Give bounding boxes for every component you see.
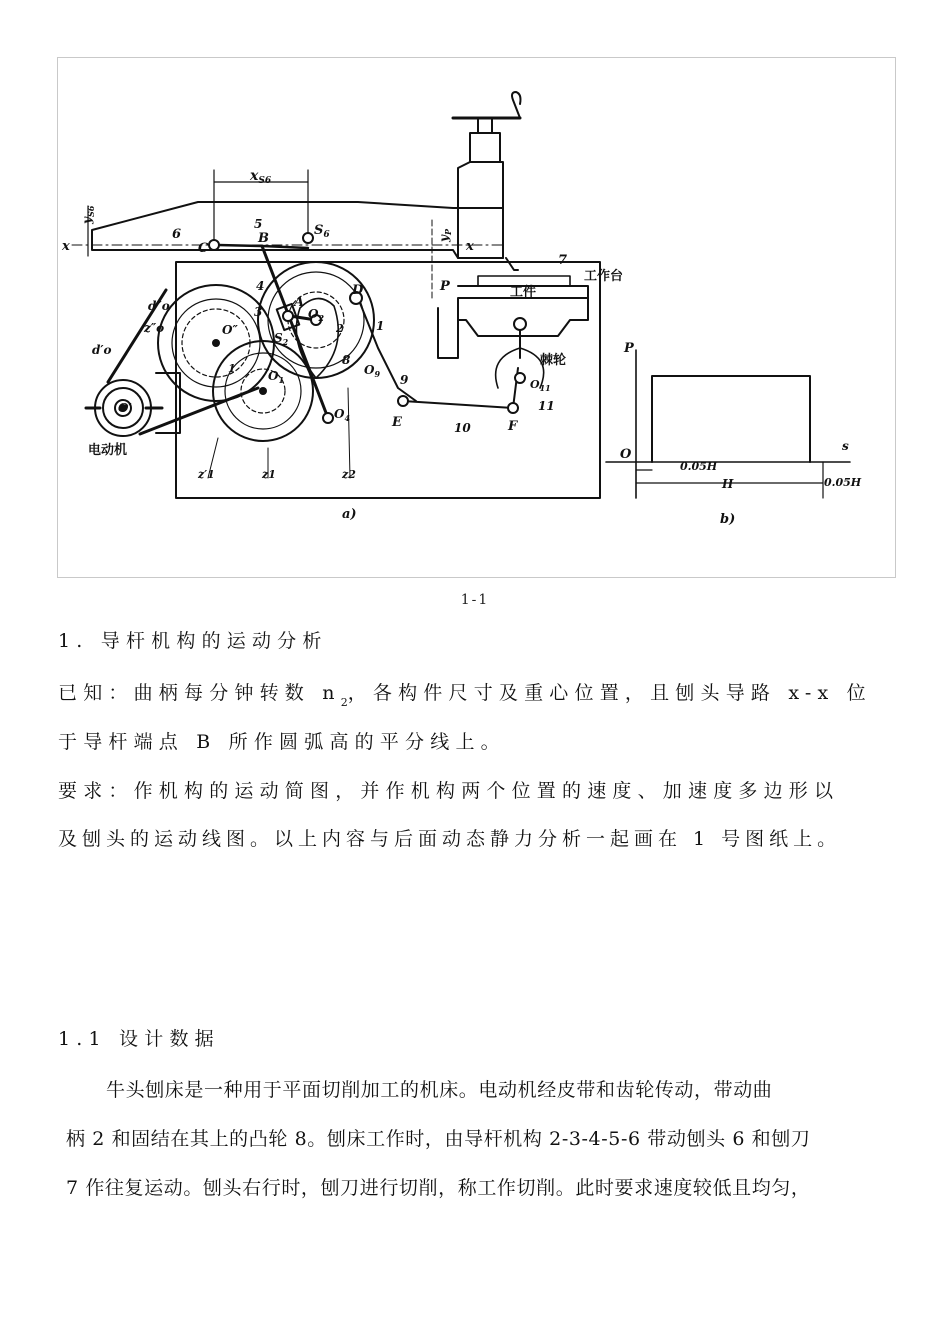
svg-text:S2 bbox=[274, 331, 289, 347]
svg-text:S6 bbox=[314, 223, 330, 240]
label-O1-sub: 1 bbox=[278, 375, 285, 385]
label-O4: O bbox=[334, 407, 345, 421]
label-1b: 1 bbox=[228, 362, 236, 375]
label-005H-right: 0.05H bbox=[824, 476, 862, 489]
label-1: 1 bbox=[376, 319, 385, 333]
label-4: 4 bbox=[256, 279, 265, 293]
label-3: 3 bbox=[254, 305, 263, 319]
label-ratchet: 棘轮 bbox=[540, 353, 567, 368]
label-O-pp: O″ bbox=[222, 323, 238, 337]
label-ys6-sub: S6 bbox=[86, 205, 96, 218]
label-7: 7 bbox=[558, 253, 568, 268]
known-suffix: ，各构件尺寸及重心位置，且刨头导路 x-x 位 bbox=[347, 682, 872, 704]
section1-known-line2: 于导杆端点 B 所作圆弧高的平分线上。 bbox=[58, 731, 506, 753]
label-6: 6 bbox=[172, 227, 182, 242]
label-xs6: x bbox=[250, 168, 259, 184]
label-11: 11 bbox=[538, 399, 555, 413]
label-005H-left: 0.05H bbox=[680, 460, 718, 473]
label-O-p: O′ bbox=[118, 401, 132, 415]
label-d-oo: d″o bbox=[148, 299, 170, 313]
ram bbox=[92, 202, 503, 258]
label-8: 8 bbox=[342, 353, 351, 367]
label-D: D bbox=[352, 283, 364, 298]
label-yp-sub: P bbox=[443, 229, 453, 236]
section1-heading: 1. 导杆机构的运动分析 bbox=[58, 630, 328, 652]
label-O4-sub: 4 bbox=[344, 413, 351, 423]
label-9: 9 bbox=[400, 373, 409, 387]
pb-curve bbox=[652, 376, 810, 462]
svg-text:O9 bbox=[364, 363, 380, 379]
label-B: B bbox=[258, 231, 269, 246]
label-H: H bbox=[722, 477, 734, 491]
label-xs6-sub: S6 bbox=[258, 176, 272, 186]
label-yp: y bbox=[437, 235, 451, 242]
label-sub-a: a) bbox=[342, 507, 357, 522]
label-10: 10 bbox=[454, 421, 471, 435]
svg-text:xS6 bbox=[249, 168, 272, 186]
label-motor: 电动机 bbox=[88, 443, 128, 458]
label-O2: O bbox=[308, 307, 319, 321]
label-O11-sub: 11 bbox=[539, 383, 551, 393]
label-z1: z1 bbox=[262, 468, 276, 481]
label-E: E bbox=[392, 415, 402, 430]
label-A: A bbox=[294, 295, 305, 310]
figure-caption: 1-1 bbox=[460, 592, 490, 608]
label-S6: S bbox=[314, 223, 324, 238]
label-z2: z2 bbox=[342, 468, 356, 481]
label-s-axis: s bbox=[842, 439, 849, 453]
label-ys6: y bbox=[80, 217, 94, 224]
section11-heading: 1.1 设计数据 bbox=[58, 1028, 220, 1050]
label-z1p: z′1 bbox=[198, 468, 215, 481]
label-O1: O bbox=[268, 369, 279, 383]
label-F: F bbox=[508, 419, 518, 434]
label-O9-sub: 9 bbox=[374, 369, 381, 379]
figure-1-1 bbox=[57, 57, 896, 578]
label-P-b: P bbox=[624, 341, 634, 356]
label-O11: O bbox=[530, 378, 540, 391]
label-5: 5 bbox=[254, 217, 263, 231]
svg-text:O1 bbox=[268, 369, 284, 385]
label-workpiece: 工件 bbox=[510, 285, 537, 300]
section1-req-line2: 及刨头的运动线图。以上内容与后面动态静力分析一起画在 1 号图纸上。 bbox=[58, 828, 842, 850]
svg-text:O2 bbox=[308, 307, 324, 323]
label-O9: O bbox=[364, 363, 375, 377]
label-z-oo: z″o bbox=[144, 321, 165, 335]
link-10 bbox=[403, 401, 513, 408]
shaper-mechanism-diagram bbox=[58, 58, 897, 579]
label-S6-sub: 6 bbox=[323, 230, 330, 240]
section11-para-line1: 牛头刨床是一种用于平面切削加工的机床。电动机经皮带和齿轮传动，带动曲 bbox=[106, 1079, 773, 1101]
label-x-left: x bbox=[62, 239, 70, 254]
known-sub: 2 bbox=[340, 696, 348, 709]
svg-text:O11 bbox=[530, 378, 551, 393]
label-x-right: x bbox=[466, 239, 474, 254]
known-prefix: 已知：曲柄每分钟转数 n bbox=[58, 682, 341, 704]
label-2: 2 bbox=[336, 322, 344, 335]
tool-head bbox=[458, 162, 503, 258]
worktable bbox=[438, 298, 588, 358]
label-S2: S bbox=[274, 331, 283, 345]
label-sub-b: b) bbox=[720, 512, 736, 527]
label-d-o: d′o bbox=[92, 343, 112, 357]
label-O2-sub: 2 bbox=[318, 313, 325, 323]
label-worktable: 工作台 bbox=[584, 269, 624, 284]
section11-para-line2: 柄 2 和固结在其上的凸轮 8。刨床工作时，由导杆机构 2-3-4-5-6 带动刨头 6 和刨刀 bbox=[66, 1128, 811, 1150]
section1-known-line1 bbox=[58, 678, 872, 709]
label-S2-sub: 2 bbox=[282, 337, 289, 347]
label-C: C bbox=[198, 241, 209, 256]
section1-req-line1: 要求：作机构的运动简图，并作机构两个位置的速度、加速度多边形以 bbox=[58, 780, 840, 802]
label-O-b: O bbox=[620, 447, 632, 462]
label-P: P bbox=[440, 279, 450, 294]
svg-text:yS6 bbox=[80, 205, 96, 225]
svg-text:yP bbox=[437, 228, 453, 243]
section11-para-line3: 7 作往复运动。刨头右行时，刨刀进行切削，称工作切削。此时要求速度较低且均匀， bbox=[66, 1177, 811, 1199]
